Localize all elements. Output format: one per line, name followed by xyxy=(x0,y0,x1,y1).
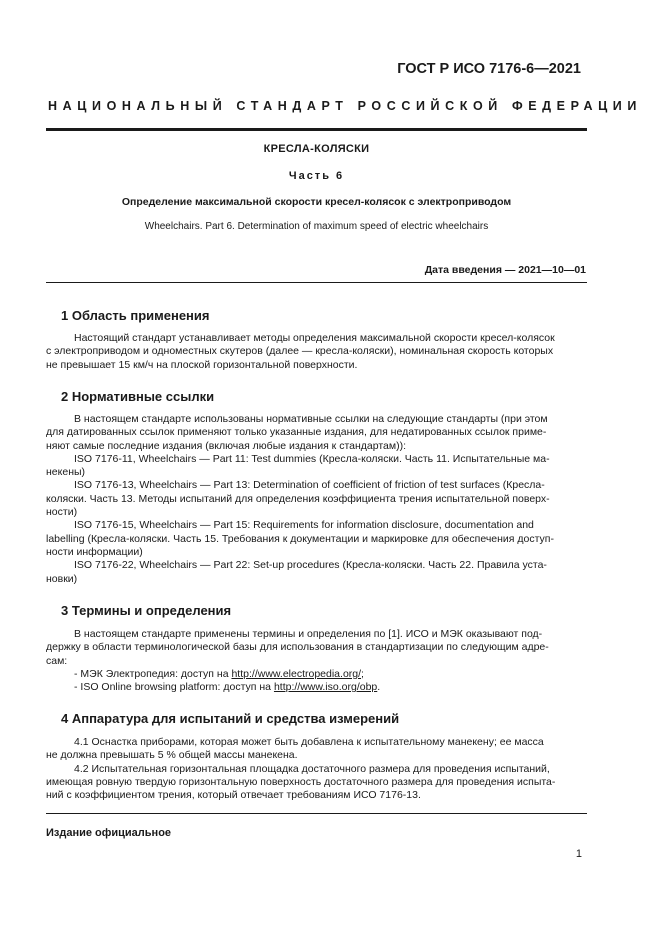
electropedia-link[interactable]: http://www.electropedia.org/ xyxy=(231,667,362,680)
list-item xyxy=(46,668,583,681)
section-1-heading: 1 Область применения xyxy=(61,308,210,323)
introduction-date: Дата введения — 2021—10—01 xyxy=(424,264,586,276)
section-4-heading: 4 Аппаратура для испытаний и средства измерений xyxy=(61,711,400,726)
section-3-text xyxy=(46,628,583,694)
reference-line: labelling (Кресла-коляски. Часть 15. Требования к документации и маркировке для обеспечения доступ- xyxy=(46,532,554,545)
section-1-text xyxy=(46,332,583,372)
section-4-text xyxy=(46,736,583,802)
reference-line: ISO 7176-13, Wheelchairs — Part 13: Determination of coefficient of friction of test surfaces (Кресла- xyxy=(74,479,545,492)
document-number: ГОСТ Р ИСО 7176-6—2021 xyxy=(397,61,581,77)
reference-line: ISO 7176-15, Wheelchairs — Part 15: Requirements for information disclosure, documentation and xyxy=(74,519,534,532)
official-edition-label: Издание официальное xyxy=(46,827,172,839)
text-line: для датированных ссылок применяют только указанные издания, для недатированных ссылок приме- xyxy=(46,426,547,439)
reference-line: ности) xyxy=(46,506,78,519)
header-divider xyxy=(46,128,587,131)
title-divider xyxy=(46,282,587,283)
footer-divider xyxy=(46,813,587,814)
text-line: держку в области терминологической базы для использования в стандартизации по следующим адре- xyxy=(46,641,549,654)
section-2-heading: 2 Нормативные ссылки xyxy=(61,389,215,404)
text-line: 4.2 Испытательная горизонтальная площадка достаточного размера для проведения испытаний, xyxy=(74,762,550,775)
section-2-text xyxy=(46,413,583,586)
document-title: КРЕСЛА-КОЛЯСКИ xyxy=(263,143,370,155)
text-line: не превышает 15 км/ч на плоской горизонтальной поверхности. xyxy=(46,358,358,371)
page-number: 1 xyxy=(575,848,582,860)
list-item xyxy=(46,681,583,694)
text-line: ний с коэффициентом трения, который отвечает требованиям ИСО 7176-13. xyxy=(46,789,421,802)
national-standard-heading: НАЦИОНАЛЬНЫЙ СТАНДАРТ РОССИЙСКОЙ ФЕДЕРАЦИИ xyxy=(48,99,642,113)
text-line: не должна превышать 5 % общей массы манекена. xyxy=(46,749,298,762)
text-line: 4.1 Оснастка приборами, которая может быть добавлена к испытательному манекену; ее масса xyxy=(74,736,544,748)
text-line: сам: xyxy=(46,654,68,667)
text-line: няют самые последние издания (включая любые издания к стандартам)): xyxy=(46,439,407,452)
text-line: В настоящем стандарте применены термины и определения по [1]. ИСО и МЭК оказывают под- xyxy=(74,628,543,640)
reference-line: некены) xyxy=(46,466,86,479)
text-line: В настоящем стандарте использованы нормативные ссылки на следующие стандарты (при этом xyxy=(74,413,548,425)
document-subtitle: Определение максимальной скорости кресел-колясок с электроприводом xyxy=(121,196,512,208)
list-item-suffix: ; xyxy=(361,667,364,680)
english-title: Wheelchairs. Part 6. Determination of maximum speed of electric wheelchairs xyxy=(144,221,489,232)
reference-line: новки) xyxy=(46,572,78,585)
list-item-text: - МЭК Электропедия: доступ на xyxy=(74,667,232,680)
section-3-heading: 3 Термины и определения xyxy=(61,603,232,618)
reference-line: коляски. Часть 13. Методы испытаний для определения коэффициента трения испытательной поверх- xyxy=(46,492,550,505)
list-item-text: - ISO Online browsing platform: доступ на xyxy=(74,681,274,694)
iso-obp-link[interactable]: http://www.iso.org/obp xyxy=(273,681,378,694)
text-line: Настоящий стандарт устанавливает методы определения максимальной скорости кресел-колясок xyxy=(74,332,555,344)
text-line: имеющая ровную твердую горизонтальную поверхность достаточного размера для проведения испыта- xyxy=(46,775,556,788)
reference-line: ISO 7176-22, Wheelchairs — Part 22: Set-up procedures (Кресла-коляски. Часть 22. Правила уста- xyxy=(74,559,547,572)
reference-line: ISO 7176-11, Wheelchairs — Part 11: Test dummies (Кресла-коляски. Часть 11. Испытательные ма- xyxy=(74,452,550,465)
text-line: с электроприводом и одноместных скутеров (далее — кресла-коляски), номинальная скорость которых xyxy=(46,345,554,358)
reference-line: ности информации) xyxy=(46,545,143,558)
document-part: Часть 6 xyxy=(288,170,345,182)
list-item-suffix: . xyxy=(377,681,381,694)
